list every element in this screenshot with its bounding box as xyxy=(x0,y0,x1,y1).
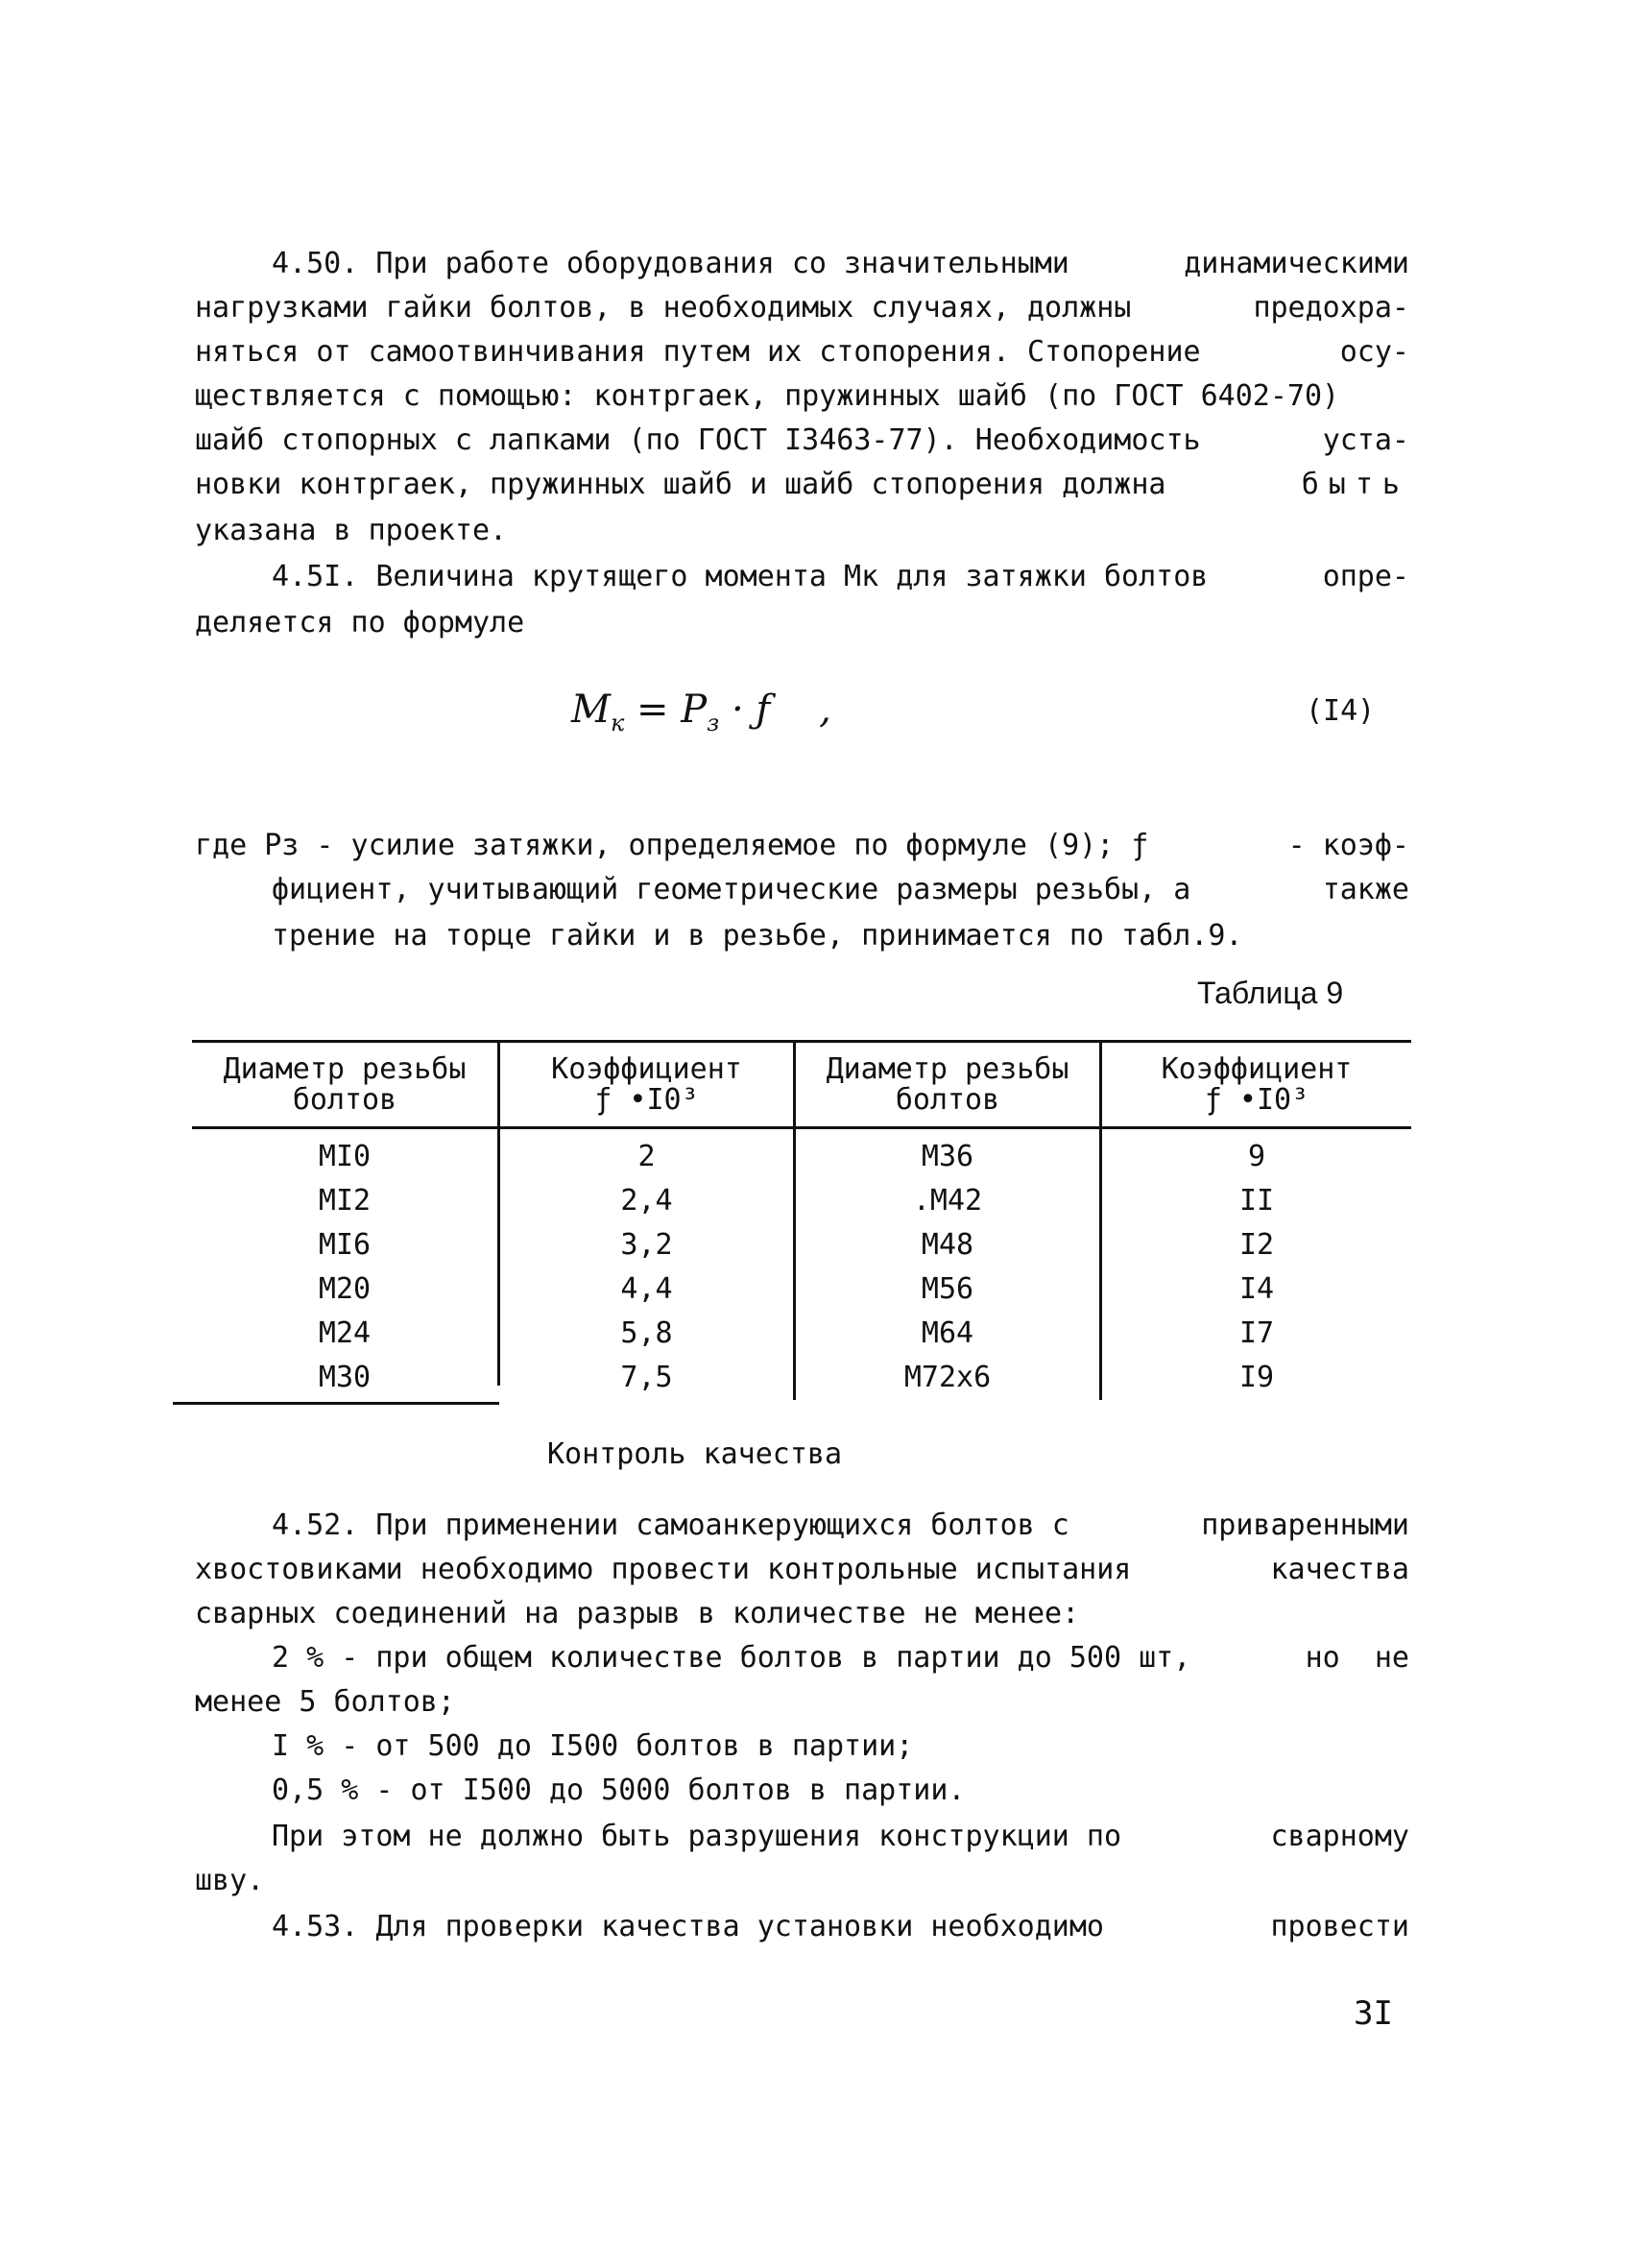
table-cell: M30 xyxy=(318,1361,372,1394)
table-cell: 3,2 xyxy=(620,1228,673,1262)
p452-line6: I % - от 500 до I500 болтов в партии; xyxy=(272,1729,914,1763)
p450-line1: 4.50. При работе оборудования со значительными динамическими xyxy=(272,247,1409,280)
table-caption: Таблица 9 xyxy=(1197,976,1344,1010)
table-header-coef-1: Коэффициент ƒ •I0³ xyxy=(551,1052,742,1117)
p452-line5: менее 5 болтов; xyxy=(195,1685,455,1719)
p450-line4: ществляется с помощью: контргаек, пружинных шайб (по ГОСТ 6402-70) xyxy=(195,379,1340,413)
p452-line7: 0,5 % - от I500 до 5000 болтов в партии. xyxy=(272,1773,966,1807)
p453-line1: 4.53. Для проверки качества установки необходимо провести xyxy=(272,1910,1409,1943)
table-cell: MI6 xyxy=(318,1228,372,1262)
p452-line8: При этом не должно быть разрушения конструкции по сварному xyxy=(272,1820,1409,1853)
table-cell: MI0 xyxy=(318,1140,372,1173)
table-cell: I9 xyxy=(1238,1361,1275,1394)
table-cell: 9 xyxy=(1247,1140,1266,1173)
table-header-diameter-1: Диаметр резьбы болтов xyxy=(223,1052,467,1117)
p451-line1: 4.5I. Величина крутящего момента Мк для затяжки болтов опре- xyxy=(272,560,1409,593)
table-cell: .M42 xyxy=(912,1184,983,1218)
table-cell: M36 xyxy=(921,1140,974,1173)
formula-number: (I4) xyxy=(1306,694,1376,728)
p452-line9: шву. xyxy=(195,1864,265,1897)
table-cell: M20 xyxy=(318,1272,372,1306)
p452-line1: 4.52. При применении самоанкерующихся болтов с приваренными xyxy=(272,1508,1409,1542)
table-cell: II xyxy=(1238,1184,1275,1218)
p450-line3: няться от самоотвинчивания путем их стопорения. Стопорение осу- xyxy=(195,335,1409,369)
table-cell: M64 xyxy=(921,1316,974,1350)
table-cell: 4,4 xyxy=(620,1272,673,1306)
p450-line7: указана в проекте. xyxy=(195,514,508,547)
table-cell: I7 xyxy=(1238,1316,1275,1350)
table-cell: M24 xyxy=(318,1316,372,1350)
table-cell: 5,8 xyxy=(620,1316,673,1350)
table-cell: M48 xyxy=(921,1228,974,1262)
p451-line2: деляется по формуле xyxy=(195,606,525,639)
table-cell: 2 xyxy=(637,1140,656,1173)
p452-line2: хвостовиками необходимо провести контрольные испытания качества xyxy=(195,1553,1409,1586)
table-cell: I4 xyxy=(1238,1272,1275,1306)
table-cell: M72x6 xyxy=(903,1361,992,1394)
table-bottom-rule xyxy=(173,1402,499,1405)
table-cell: 7,5 xyxy=(620,1361,673,1394)
where-line3: трение на торце гайки и в резьбе, принимается по табл.9. xyxy=(272,919,1243,953)
p450-line2: нагрузками гайки болтов, в необходимых случаях, должны предохра- xyxy=(195,291,1409,325)
table-cell: 2,4 xyxy=(620,1184,673,1218)
table-header-coef-2: Коэффициент ƒ •I0³ xyxy=(1161,1052,1353,1117)
where-line1: где Pз - усилие затяжки, определяемое по формуле (9); ƒ - коэф- xyxy=(195,829,1409,862)
p452-line3: сварных соединений на разрыв в количестве не менее: xyxy=(195,1597,1080,1630)
table-top-rule xyxy=(192,1040,1411,1043)
table-cell: M56 xyxy=(921,1272,974,1306)
table-header-diameter-2: Диаметр резьбы болтов xyxy=(826,1052,1069,1117)
p452-line4: 2 % - при общем количестве болтов в партии до 500 шт, но не xyxy=(272,1641,1409,1675)
table-cell: I2 xyxy=(1238,1228,1275,1262)
formula-14: $M_к = P_з$ · ƒ , xyxy=(571,688,831,736)
section-heading: Контроль качества xyxy=(547,1437,843,1471)
table-cell: MI2 xyxy=(318,1184,372,1218)
p450-line5: шайб стопорных с лапками (по ГОСТ I3463-77). Необходимость уста- xyxy=(195,423,1409,457)
table-header-rule xyxy=(192,1126,1411,1129)
where-line2: фициент, учитывающий геометрические размеры резьбы, а также xyxy=(272,873,1409,906)
p450-line6: новки контргаек, пружинных шайб и шайб стопорения должна быть xyxy=(195,468,1409,501)
page-number: 3I xyxy=(1354,1994,1393,2033)
